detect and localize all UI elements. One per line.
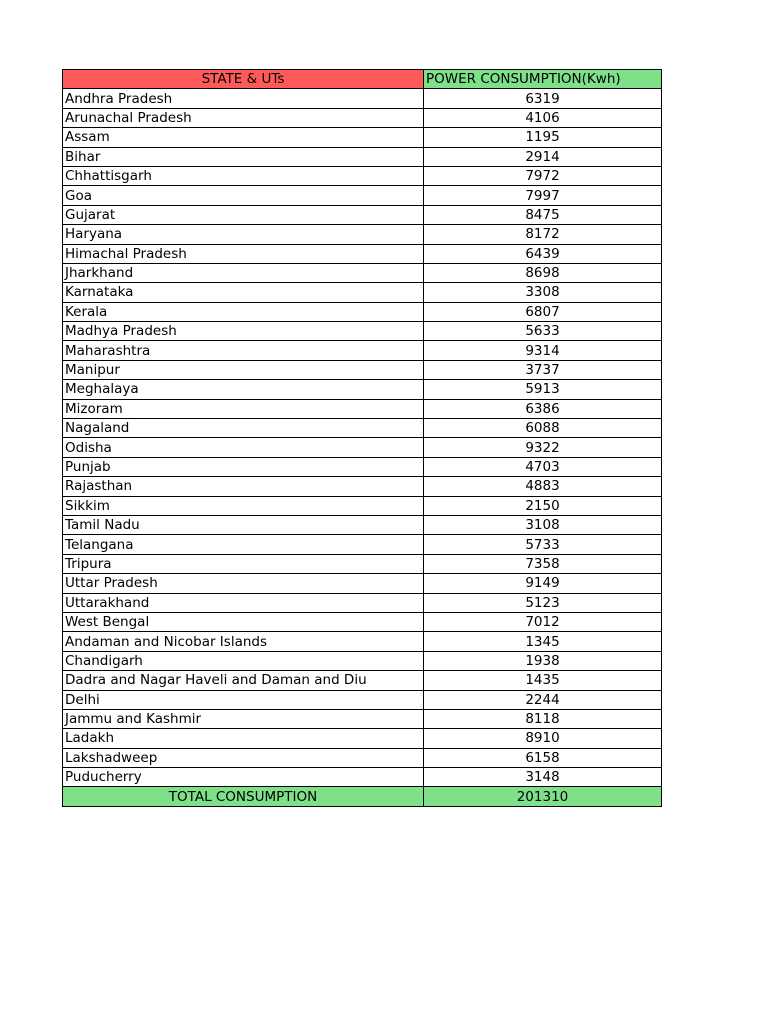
cell-state[interactable]: Sikkim	[63, 496, 424, 515]
cell-state[interactable]: Lakshadweep	[63, 748, 424, 767]
cell-power[interactable]: 5123	[424, 593, 662, 612]
cell-state[interactable]: Jammu and Kashmir	[63, 709, 424, 728]
cell-state[interactable]: Dadra and Nagar Haveli and Daman and Diu	[63, 671, 424, 690]
cell-state[interactable]: Ladakh	[63, 729, 424, 748]
table-row	[63, 709, 662, 728]
table-row	[63, 380, 662, 399]
table-row	[63, 341, 662, 360]
table-row	[63, 322, 662, 341]
cell-power[interactable]: 4106	[424, 108, 662, 127]
cell-power[interactable]: 6158	[424, 748, 662, 767]
cell-power[interactable]: 4883	[424, 477, 662, 496]
table-row	[63, 89, 662, 108]
cell-power[interactable]: 7012	[424, 612, 662, 631]
cell-power[interactable]: 6386	[424, 399, 662, 418]
header-row	[63, 70, 662, 89]
table-row	[63, 419, 662, 438]
cell-state[interactable]: Maharashtra	[63, 341, 424, 360]
cell-power[interactable]: 1195	[424, 128, 662, 147]
cell-power[interactable]: 5733	[424, 535, 662, 554]
total-label[interactable]: TOTAL CONSUMPTION	[63, 787, 424, 806]
cell-power[interactable]: 6439	[424, 244, 662, 263]
table-body	[63, 89, 662, 787]
cell-state[interactable]: Delhi	[63, 690, 424, 709]
cell-state[interactable]: Goa	[63, 186, 424, 205]
cell-state[interactable]: Odisha	[63, 438, 424, 457]
cell-state[interactable]: Jharkhand	[63, 263, 424, 282]
cell-state[interactable]: Uttar Pradesh	[63, 574, 424, 593]
table-row	[63, 166, 662, 185]
cell-power[interactable]: 8910	[424, 729, 662, 748]
cell-power[interactable]: 1938	[424, 651, 662, 670]
cell-power[interactable]: 5913	[424, 380, 662, 399]
cell-state[interactable]: West Bengal	[63, 612, 424, 631]
table-row	[63, 225, 662, 244]
cell-state[interactable]: Puducherry	[63, 768, 424, 787]
cell-power[interactable]: 9149	[424, 574, 662, 593]
cell-power[interactable]: 9322	[424, 438, 662, 457]
cell-state[interactable]: Manipur	[63, 360, 424, 379]
total-value[interactable]: 201310	[424, 787, 662, 806]
cell-state[interactable]: Uttarakhand	[63, 593, 424, 612]
cell-power[interactable]: 2914	[424, 147, 662, 166]
table-row	[63, 612, 662, 631]
table-row	[63, 205, 662, 224]
table-row	[63, 729, 662, 748]
table-row	[63, 632, 662, 651]
cell-power[interactable]: 6807	[424, 302, 662, 321]
cell-state[interactable]: Madhya Pradesh	[63, 322, 424, 341]
cell-power[interactable]: 3737	[424, 360, 662, 379]
table-row	[63, 108, 662, 127]
table-row	[63, 128, 662, 147]
cell-state[interactable]: Mizoram	[63, 399, 424, 418]
table-row	[63, 593, 662, 612]
table-row	[63, 457, 662, 476]
cell-state[interactable]: Assam	[63, 128, 424, 147]
cell-power[interactable]: 8698	[424, 263, 662, 282]
cell-state[interactable]: Meghalaya	[63, 380, 424, 399]
cell-power[interactable]: 3308	[424, 283, 662, 302]
cell-power[interactable]: 3108	[424, 515, 662, 534]
cell-state[interactable]: Kerala	[63, 302, 424, 321]
cell-state[interactable]: Andaman and Nicobar Islands	[63, 632, 424, 651]
cell-power[interactable]: 8118	[424, 709, 662, 728]
table-row	[63, 535, 662, 554]
cell-power[interactable]: 6088	[424, 419, 662, 438]
cell-state[interactable]: Chhattisgarh	[63, 166, 424, 185]
cell-power[interactable]: 7997	[424, 186, 662, 205]
table-row	[63, 671, 662, 690]
cell-power[interactable]: 9314	[424, 341, 662, 360]
table-row	[63, 748, 662, 767]
table-row	[63, 244, 662, 263]
cell-power[interactable]: 2150	[424, 496, 662, 515]
table-row	[63, 651, 662, 670]
cell-power[interactable]: 8475	[424, 205, 662, 224]
spreadsheet	[62, 69, 661, 807]
table-row	[63, 360, 662, 379]
cell-state[interactable]: Telangana	[63, 535, 424, 554]
cell-state[interactable]: Tripura	[63, 554, 424, 573]
header-power-consumption[interactable]: POWER CONSUMPTION(Kwh)	[424, 70, 662, 89]
table-row	[63, 186, 662, 205]
cell-state[interactable]: Himachal Pradesh	[63, 244, 424, 263]
cell-state[interactable]: Bihar	[63, 147, 424, 166]
table-row	[63, 574, 662, 593]
cell-state[interactable]: Gujarat	[63, 205, 424, 224]
cell-power[interactable]: 1435	[424, 671, 662, 690]
cell-state[interactable]: Nagaland	[63, 419, 424, 438]
cell-power[interactable]: 1345	[424, 632, 662, 651]
cell-power[interactable]: 7358	[424, 554, 662, 573]
table-row	[63, 477, 662, 496]
table-row	[63, 399, 662, 418]
cell-state[interactable]: Andhra Pradesh	[63, 89, 424, 108]
cell-state[interactable]: Haryana	[63, 225, 424, 244]
table-row	[63, 515, 662, 534]
cell-state[interactable]: Karnataka	[63, 283, 424, 302]
table-row	[63, 147, 662, 166]
cell-power[interactable]: 3148	[424, 768, 662, 787]
total-row	[63, 787, 662, 806]
table-row	[63, 554, 662, 573]
cell-power[interactable]: 6319	[424, 89, 662, 108]
table-row	[63, 302, 662, 321]
cell-power[interactable]: 2244	[424, 690, 662, 709]
cell-state[interactable]: Tamil Nadu	[63, 515, 424, 534]
cell-state[interactable]: Chandigarh	[63, 651, 424, 670]
cell-state[interactable]: Rajasthan	[63, 477, 424, 496]
cell-power[interactable]: 7972	[424, 166, 662, 185]
table-row	[63, 768, 662, 787]
power-consumption-table	[62, 69, 662, 807]
table-row	[63, 690, 662, 709]
table-row	[63, 283, 662, 302]
header-state[interactable]: STATE & UTs	[63, 70, 424, 89]
cell-power[interactable]: 8172	[424, 225, 662, 244]
cell-power[interactable]: 5633	[424, 322, 662, 341]
cell-state[interactable]: Punjab	[63, 457, 424, 476]
cell-power[interactable]: 4703	[424, 457, 662, 476]
table-row	[63, 496, 662, 515]
table-row	[63, 438, 662, 457]
table-row	[63, 263, 662, 282]
cell-state[interactable]: Arunachal Pradesh	[63, 108, 424, 127]
